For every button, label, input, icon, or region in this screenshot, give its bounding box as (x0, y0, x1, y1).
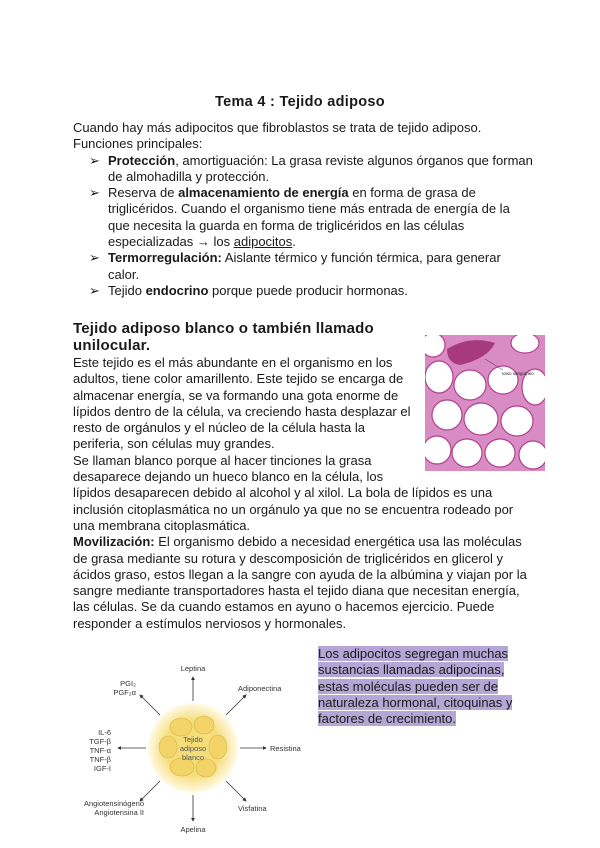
adipose-tissue-micrograph (425, 335, 545, 471)
paragraph-text: El organismo debido a necesidad energética usa las moléculas de grasa mediante su rotura y descomposición de triglicéridos en glicerol y ácidos graso, estos llegan a la sangre con ayuda de la albúmina y viajan por la sangre mediante transportadores hasta el tejido diana que necesitan energía, las células. Se da cuando estamos en ayuno o hacemos ejercicio. Puede responder a estímulos nerviosos y hormonales. (73, 534, 527, 631)
text-line: desaparece dejando un hueco blanco en la célula, los (73, 469, 384, 485)
list-item (73, 283, 533, 299)
text-line: Se llaman blanco porque al hacer tinciones la grasa (73, 452, 372, 468)
highlight-text: Los adipocitos segregan muchas (318, 646, 509, 661)
text-line: resto de orgánulos y el núcleo de la célula hasta la (73, 420, 365, 436)
center-label: blanco (181, 753, 205, 762)
intro-section (73, 120, 533, 299)
functions-list (73, 153, 533, 300)
label-igf: IGF-I (93, 764, 111, 773)
item-text: en forma de grasa de triglicéridos. Cuando el organismo tiene más entrada de energía de la que necesita la guarda en forma de triglicéridos en las células especializadas → los (108, 185, 510, 250)
text-line: almacenar energía, se va formando una gota enorme de (73, 387, 399, 403)
highlight-text: factores de crecimiento. (318, 711, 457, 727)
label-angiotensina: Angiotensina II (94, 808, 144, 817)
bold-term: almacenamiento de energía (178, 185, 349, 201)
list-item (73, 185, 533, 250)
item-text: , amortiguación: La grasa reviste algunos órganos que forman de almohadilla y protección. (108, 152, 533, 184)
micrograph-label: vaso sanguíneo (502, 371, 534, 376)
text-line: inclusión citoplasmática no un orgánulo ya que no se encuentra rodeado por (73, 501, 514, 517)
bold-term: Movilización: (73, 534, 155, 550)
item-text: . (292, 234, 296, 250)
label-visfatina: Visfatina (238, 804, 267, 813)
label-resistina: Resistina (270, 744, 301, 753)
label-pgi2: PGI₂ (120, 679, 136, 688)
arrow-bullet-icon: ➢ (89, 152, 100, 168)
highlight-text: sustancias llamadas adipocinas, (318, 662, 505, 678)
text-line: Este tejido es el más abundante en el organismo en los (73, 355, 393, 370)
intro-paragraph: Cuando hay más adipocitos que fibroblastos se trata de tejido adiposo. (73, 120, 482, 135)
text-line: adultos, tiene color amarillento. Este tejido se encarga de (73, 371, 404, 387)
label-angiotensinogeno: Angiotensinógeno (83, 799, 144, 808)
highlight-text: naturaleza hormonal, citoquinas y (318, 694, 513, 710)
underlined-term: adipocitos (233, 234, 293, 250)
label-tgf: TGF-β (89, 737, 111, 746)
mobilization-paragraph (73, 534, 533, 632)
label-apelina: Apelina (180, 825, 206, 834)
highlighted-note (318, 646, 512, 727)
bold-term: endocrino (145, 282, 209, 298)
label-tnfa: TNF-α (89, 746, 111, 755)
highlight-line (318, 662, 512, 678)
item-text: Tejido (108, 282, 146, 298)
arrow-bullet-icon: ➢ (89, 185, 100, 201)
center-label: adiposo (179, 744, 207, 753)
bold-term: Protección (108, 152, 176, 168)
item-text: Reserva de (108, 185, 179, 201)
highlight-text: estas moléculas pueden ser de (318, 678, 498, 694)
text-line: lípidos desaparecen debido al alcohol y al xilol. La bola de lípidos es una (73, 485, 493, 501)
label-adiponectina: Adiponectina (238, 684, 282, 693)
arrow-bullet-icon: ➢ (89, 250, 100, 266)
list-item (73, 250, 533, 283)
item-text: Aislante térmico y función térmica, para generar calor. (108, 250, 501, 282)
highlight-line (318, 679, 512, 695)
functions-label: Funciones principales: (73, 136, 203, 152)
label-il6: IL-6 (98, 728, 111, 737)
center-label: Tejido (183, 735, 203, 744)
text-line: periferia, son células muy grandes. (73, 436, 275, 452)
label-tnfb: TNF-β (89, 755, 111, 764)
highlight-line (318, 695, 512, 711)
bold-term: Termorregulación: (108, 250, 222, 266)
label-pgf2a: PGF₂α (113, 688, 136, 697)
adipokines-diagram (78, 655, 308, 840)
arrow-bullet-icon: ➢ (89, 282, 100, 298)
highlight-line (318, 711, 512, 727)
highlight-line (318, 646, 512, 662)
section-heading: Tejido adiposo blanco o también llamado unilocular. (73, 320, 374, 354)
text-line: lípidos dentro de la célula, va creciendo hasta desplazar el (73, 403, 411, 419)
page-title: Tema 4 : Tejido adiposo (215, 94, 385, 110)
text-line: una membrana citoplasmática. (73, 517, 251, 533)
item-text: porque puede producir hormonas. (208, 282, 408, 298)
label-leptina: Leptina (180, 664, 206, 673)
list-item (73, 153, 533, 186)
